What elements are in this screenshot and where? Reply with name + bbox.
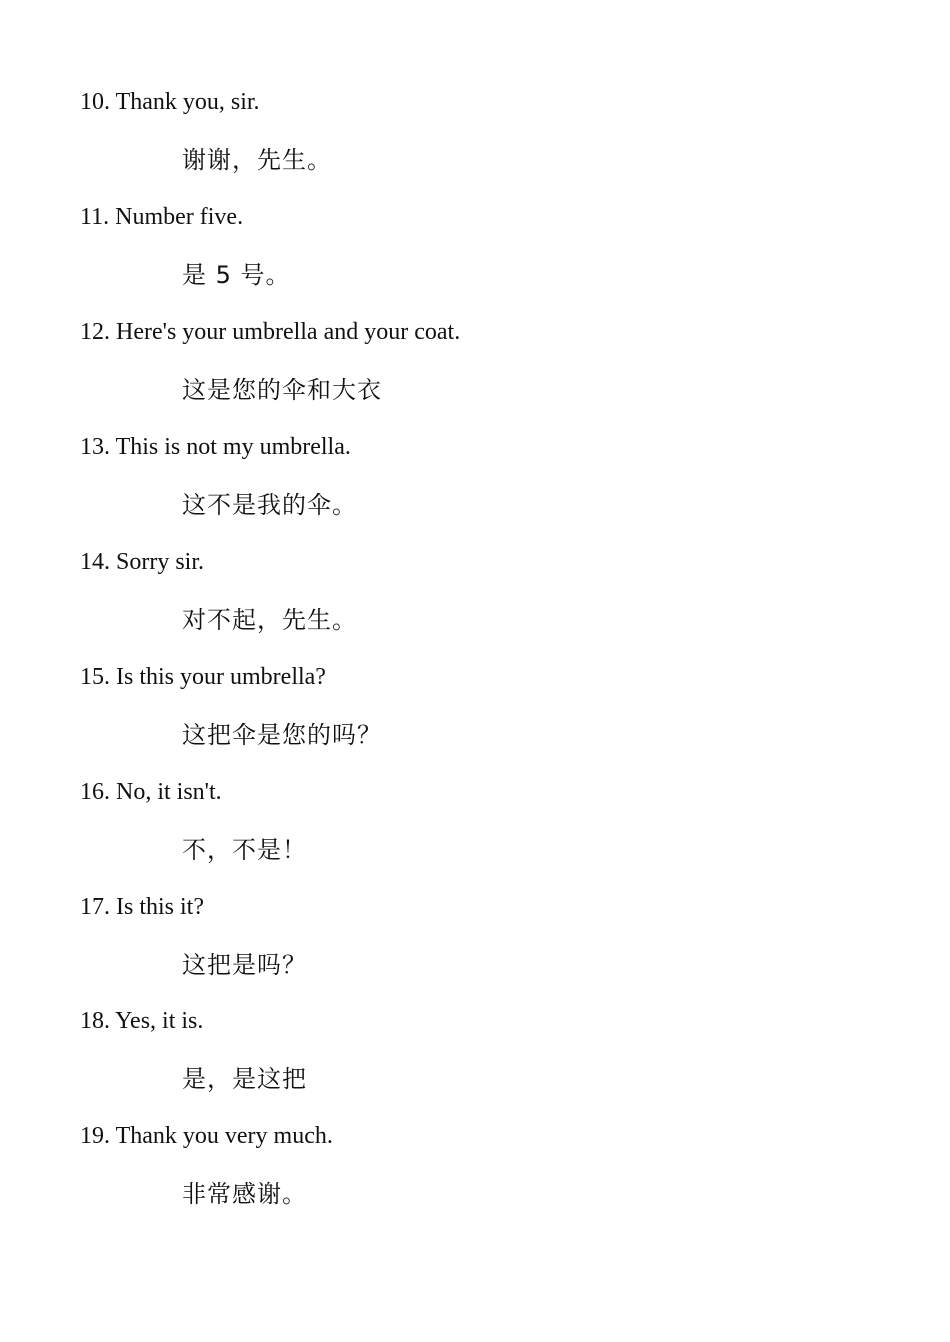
chinese-translation: 非常感谢。 — [182, 1180, 307, 1208]
chinese-translation: 是，是这把 — [182, 1065, 307, 1093]
chinese-translation: 这是您的伞和大衣 — [182, 376, 382, 404]
english-line: 17. Is this it? — [80, 894, 204, 920]
english-line: 19. Thank you very much. — [80, 1123, 333, 1149]
chinese-translation: 对不起，先生。 — [182, 606, 357, 634]
english-line: 11. Number five. — [80, 204, 244, 230]
english-line: 14. Sorry sir. — [80, 549, 205, 575]
english-line: 18. Yes, it is. — [80, 1008, 204, 1034]
chinese-translation: 不，不是！ — [182, 836, 307, 864]
chinese-translation: 这把伞是您的吗？ — [182, 721, 382, 749]
english-line: 10. Thank you, sir. — [80, 89, 260, 115]
english-line: 15. Is this your umbrella? — [80, 664, 326, 690]
chinese-translation: 是 5 号。 — [182, 261, 291, 289]
chinese-translation: 这把是吗？ — [182, 951, 307, 979]
english-line: 16. No, it isn't. — [80, 779, 222, 805]
english-line: 13. This is not my umbrella. — [80, 434, 351, 460]
chinese-translation: 这不是我的伞。 — [182, 491, 357, 519]
english-line: 12. Here's your umbrella and your coat. — [80, 319, 461, 345]
chinese-translation: 谢谢，先生。 — [182, 146, 332, 174]
